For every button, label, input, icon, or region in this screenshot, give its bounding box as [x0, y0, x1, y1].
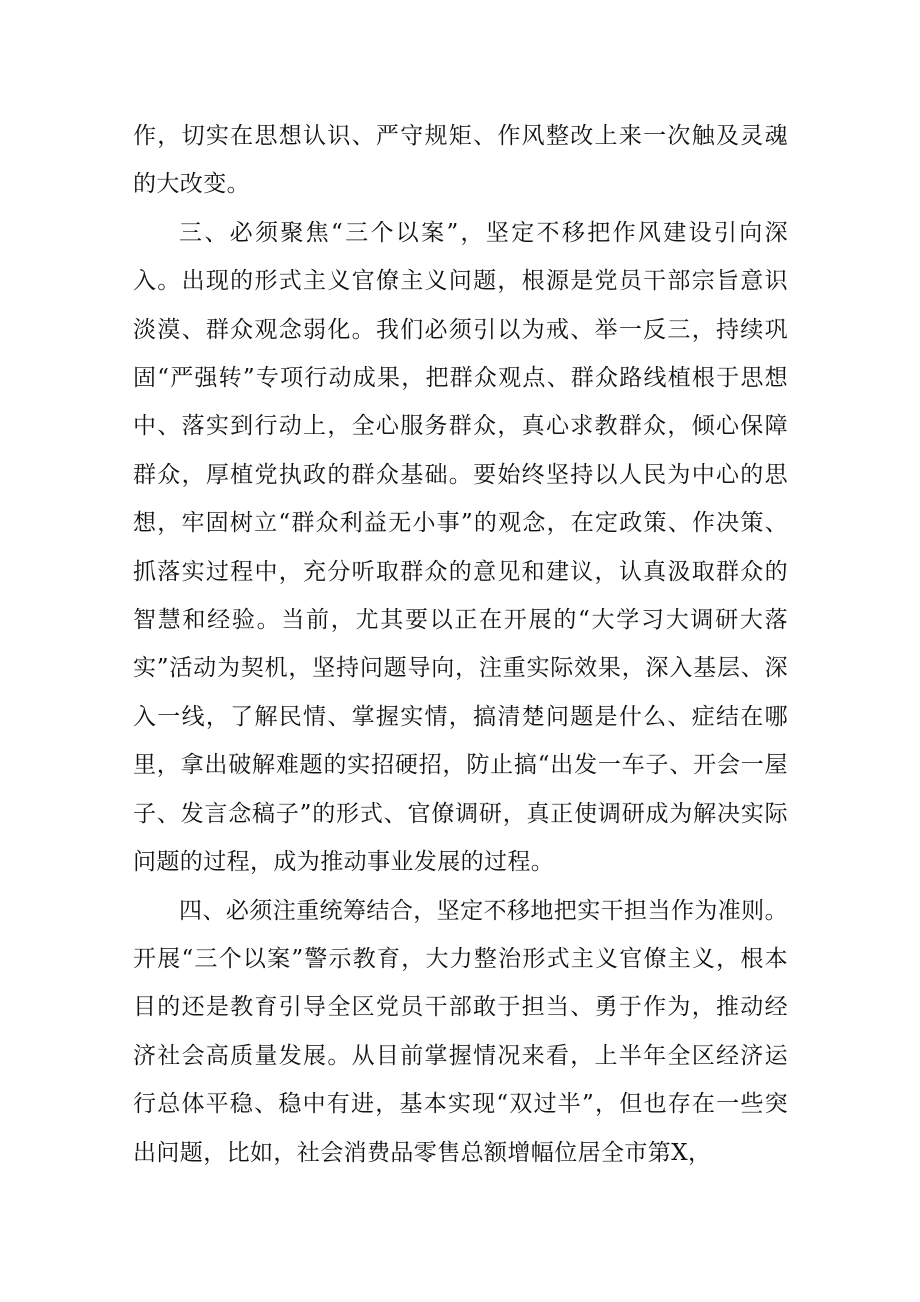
paragraph-continuation: 作，切实在思想认识、严守规矩、作风整改上来一次触及灵魂的大改变。: [133, 123, 788, 198]
paragraph-section-three: 三、必须聚焦“三个以案”，坚定不移把作风建设引向深入。出现的形式主义官僚主义问题，根源是党员干部宗旨意识淡漠、群众观念弱化。我们必须引以为戒、举一反三，持续巩固“严强转”专项行动成果，把群众观点、群众路线植根于思想中、落实到行动上，全心服务群众，真心求教群众，倾心保障群众，厚植党执政的群众基础。要始终坚持以人民为中心的思想，牢固树立“群众利益无小事”的观念，在定政策、作决策、抓落实过程中，充分听取群众的意见和建议，认真汲取群众的智慧和经验。当前，尤其要以正在开展的“大学习大调研大落实”活动为契机，坚持问题导向，注重实际效果，深入基层、深入一线，了解民情、掌握实情，搞清楚问题是什么、症结在哪里，拿出破解难题的实招硬招，防止搞“出发一车子、开会一屋子、发言念稿子”的形式、官僚调研，真正使调研成为解决实际问题的过程，成为推动事业发展的过程。: [133, 219, 788, 876]
paragraph-section-four: 四、必须注重统筹结合，坚定不移地把实干担当作为准则。开展“三个以案”警示教育，大力整治形式主义官僚主义，根本目的还是教育引导全区党员干部敢于担当、勇于作为，推动经济社会高质量发展。从目前掌握情况来看，上半年全区经济运行总体平稳、稳中有进，基本实现“双过半”，但也存在一些突出问题，比如，社会消费品零售总额增幅位居全市第X，: [133, 897, 788, 1166]
document-body: [133, 112, 788, 1177]
